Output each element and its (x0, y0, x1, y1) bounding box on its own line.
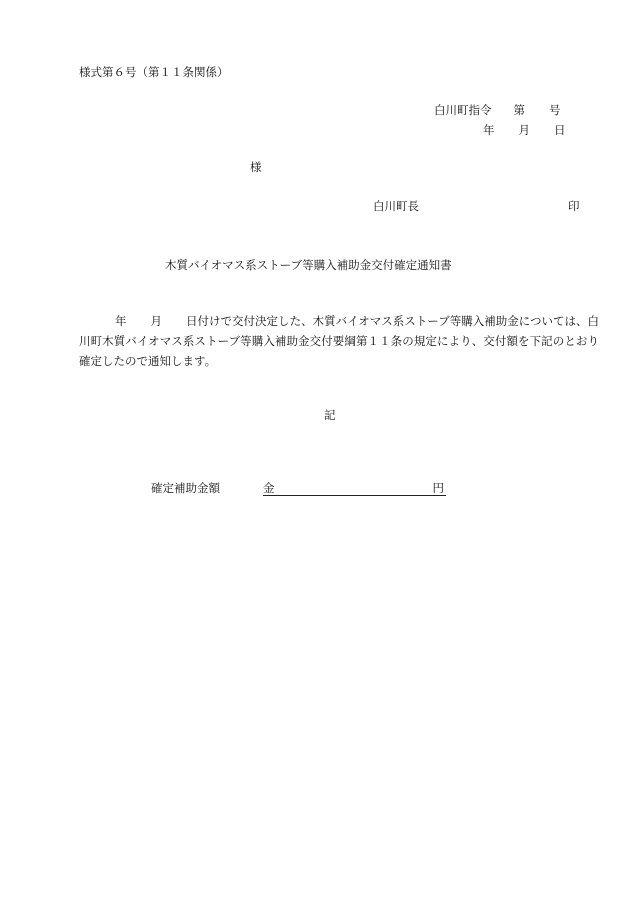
date-month: 月 (518, 123, 530, 137)
date-year: 年 (483, 123, 495, 137)
body-month: 月 (150, 314, 163, 328)
body-text: 日付けで交付決定した、木質バイオマス系ストーブ等購入補助金については、白川町木質バイオマス系ストーブ等購入補助金交付要綱第１１条の規定により、交付額を下記のとおり確定したので通知します。 (79, 314, 600, 368)
ki-heading: 記 (324, 408, 336, 422)
date-day: 日 (554, 123, 566, 137)
body-paragraph (79, 311, 599, 371)
amount-label: 確定補助金額 (151, 481, 220, 495)
form-number: 様式第６号（第１１条関係） (79, 65, 229, 79)
date-line (483, 123, 566, 137)
amount-prefix: 金 (263, 481, 275, 495)
recipient-honorific: 様 (250, 160, 262, 174)
document-title: 木質バイオマス系ストーブ等購入補助金交付確定通知書 (165, 258, 452, 272)
issuer-go: 号 (549, 103, 561, 117)
body-year: 年 (115, 314, 127, 328)
amount-unit: 円 (432, 481, 444, 495)
issuer-line (434, 103, 561, 117)
mayor-name: 白川町長 (373, 199, 419, 213)
amount-field (263, 481, 446, 496)
issuer-prefix: 白川町指令 (434, 103, 492, 117)
seal-mark: 印 (568, 199, 580, 213)
issuer-dai: 第 (513, 103, 525, 117)
